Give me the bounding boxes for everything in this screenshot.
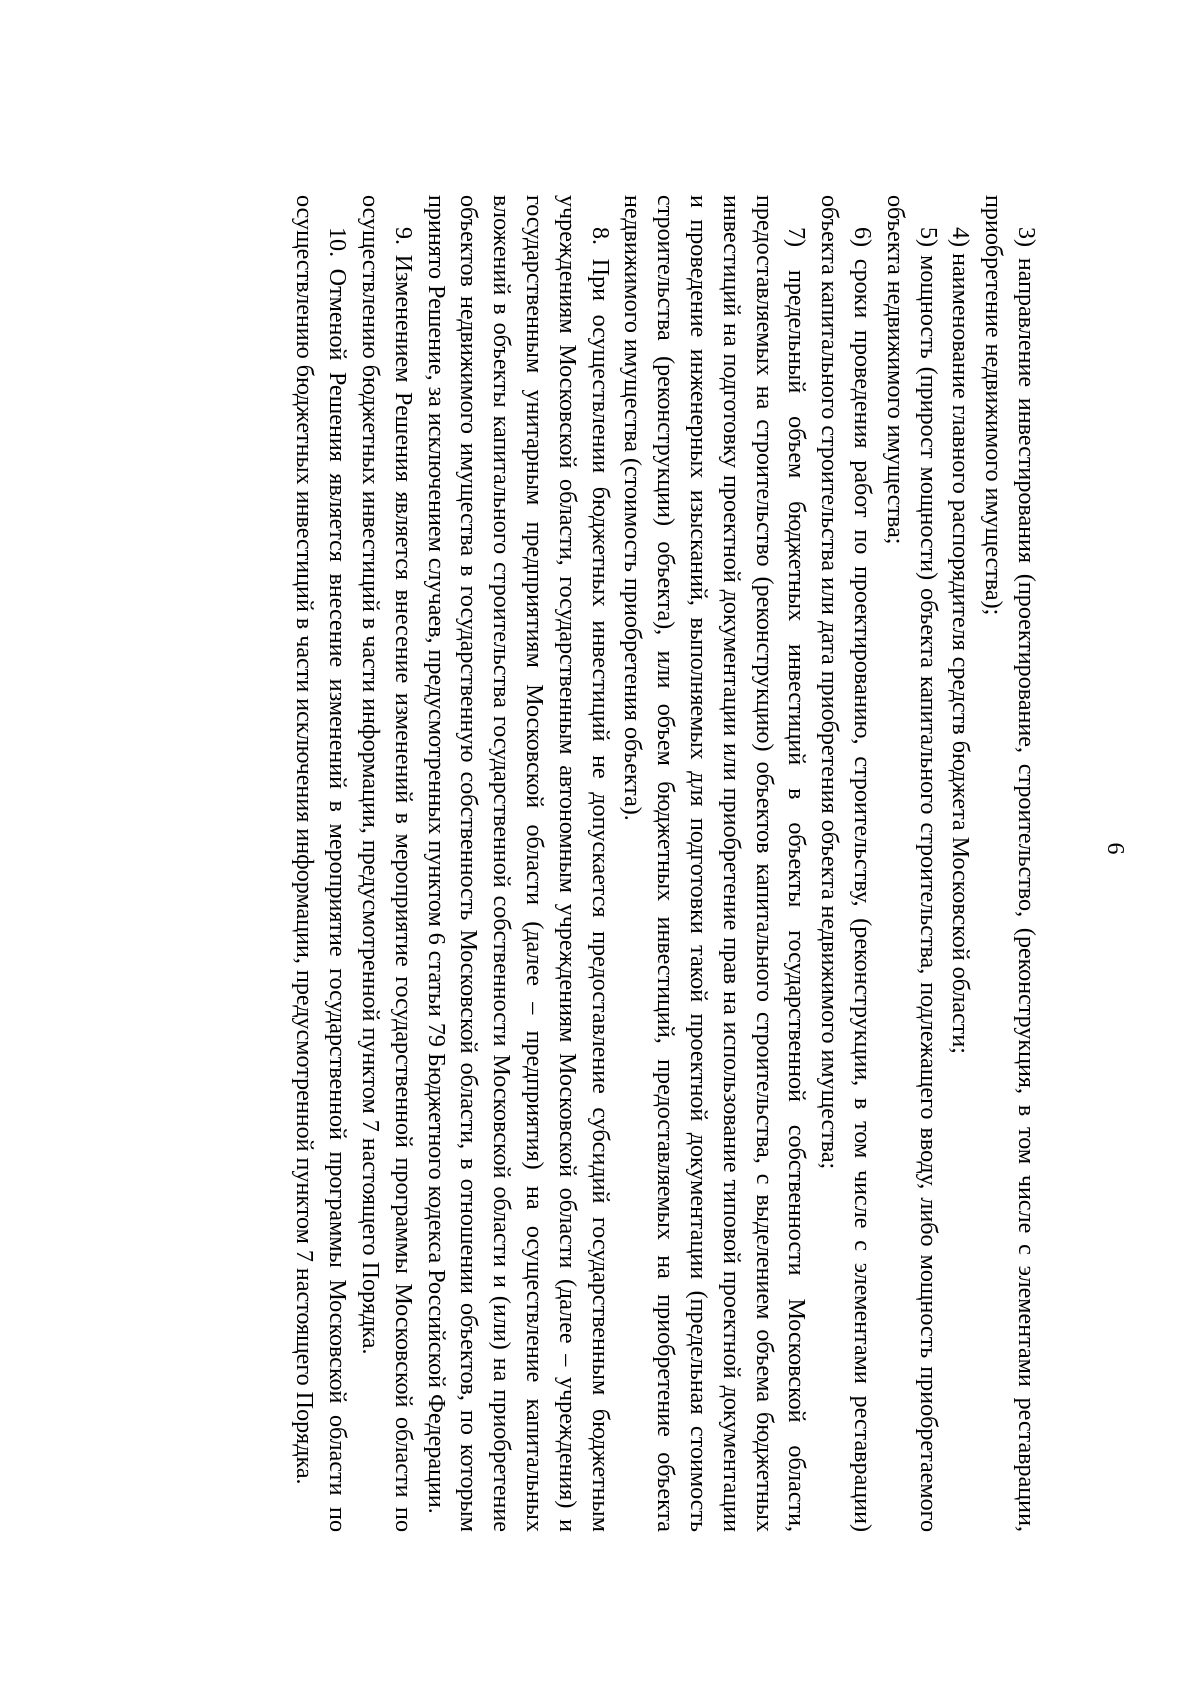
paragraph-budget-manager: 4) наименование главного распорядителя средств бюджета Московской области;: [947, 227, 974, 1054]
document-body: [288, 195, 1042, 1532]
paragraph-capacity: 5) мощность (прирост мощности) объекта капитального строительства, подлежащего вводу, либо мощность приобретаемого объекта недвижимого имущества;: [881, 195, 941, 1532]
paragraph-investment-limit: 7) предельный объем бюджетных инвестиций в объекты государственной собственности Московской области, предоставляемых на строительство (реконструкцию) объектов капитального строительства, с выделением объема бюджетных инвестиций на подготовку проектной документации или приобретение прав на использование типовой проектной документации и проведение инженерных изысканий, выполняемых для подготовки такой проектной документации (предельная стоимость строительства (реконструкции) объекта), или объем бюджетных инвестиций, предоставляемых на приобретение объекта недвижимого имущества (стоимость приобретения объекта).: [619, 195, 810, 1532]
page-number: 6: [1102, 842, 1128, 855]
paragraph-item-9: 9. Изменением Решения является внесение изменений в мероприятие государственной программы Московской области по осуществлению бюджетных инвестиций в части информации, предусмотренной пунктом 7 настоящего Порядка.: [357, 195, 416, 1532]
paragraph-item-8: 8. При осуществлении бюджетных инвестиций не допускается предоставление субсидий государственным бюджетным учреждениям Московской области, государственным автономным учреждениям Московской области (далее – учреждения) и государственным унитарным предприятиям Московской области (далее – предприятия) на осуществление капитальных вложений в объекты капитального строительства государственной собственности Московской области и (или) на приобретение объектов недвижимого имущества в государственную собственность Московской области, в отношении объектов, по которым принято Решение, за исключением случаев, предусмотренных пунктом 6 статьи 79 Бюджетного кодекса Российской Федерации.: [422, 195, 613, 1532]
paragraph-work-terms: 6) сроки проведения работ по проектированию, строительству, (реконструкции, в том числе с элементами реставрации) объекта капитального строительства или дата приобретения объекта недвижимого имущества;: [816, 195, 876, 1532]
paragraph-investment-direction: 3) направление инвестирования (проектирование, строительство, (реконструкция, в том числе с элементами реставрации, приобретение недвижимого имущества);: [980, 195, 1039, 1532]
paragraph-item-10: 10. Отменой Решения является внесение изменений в мероприятие государственной программы Московской области по осуществлению бюджетных инвестиций в части исключения информации, предусмотренной пунктом 7 настоящего Порядка.: [291, 195, 351, 1532]
